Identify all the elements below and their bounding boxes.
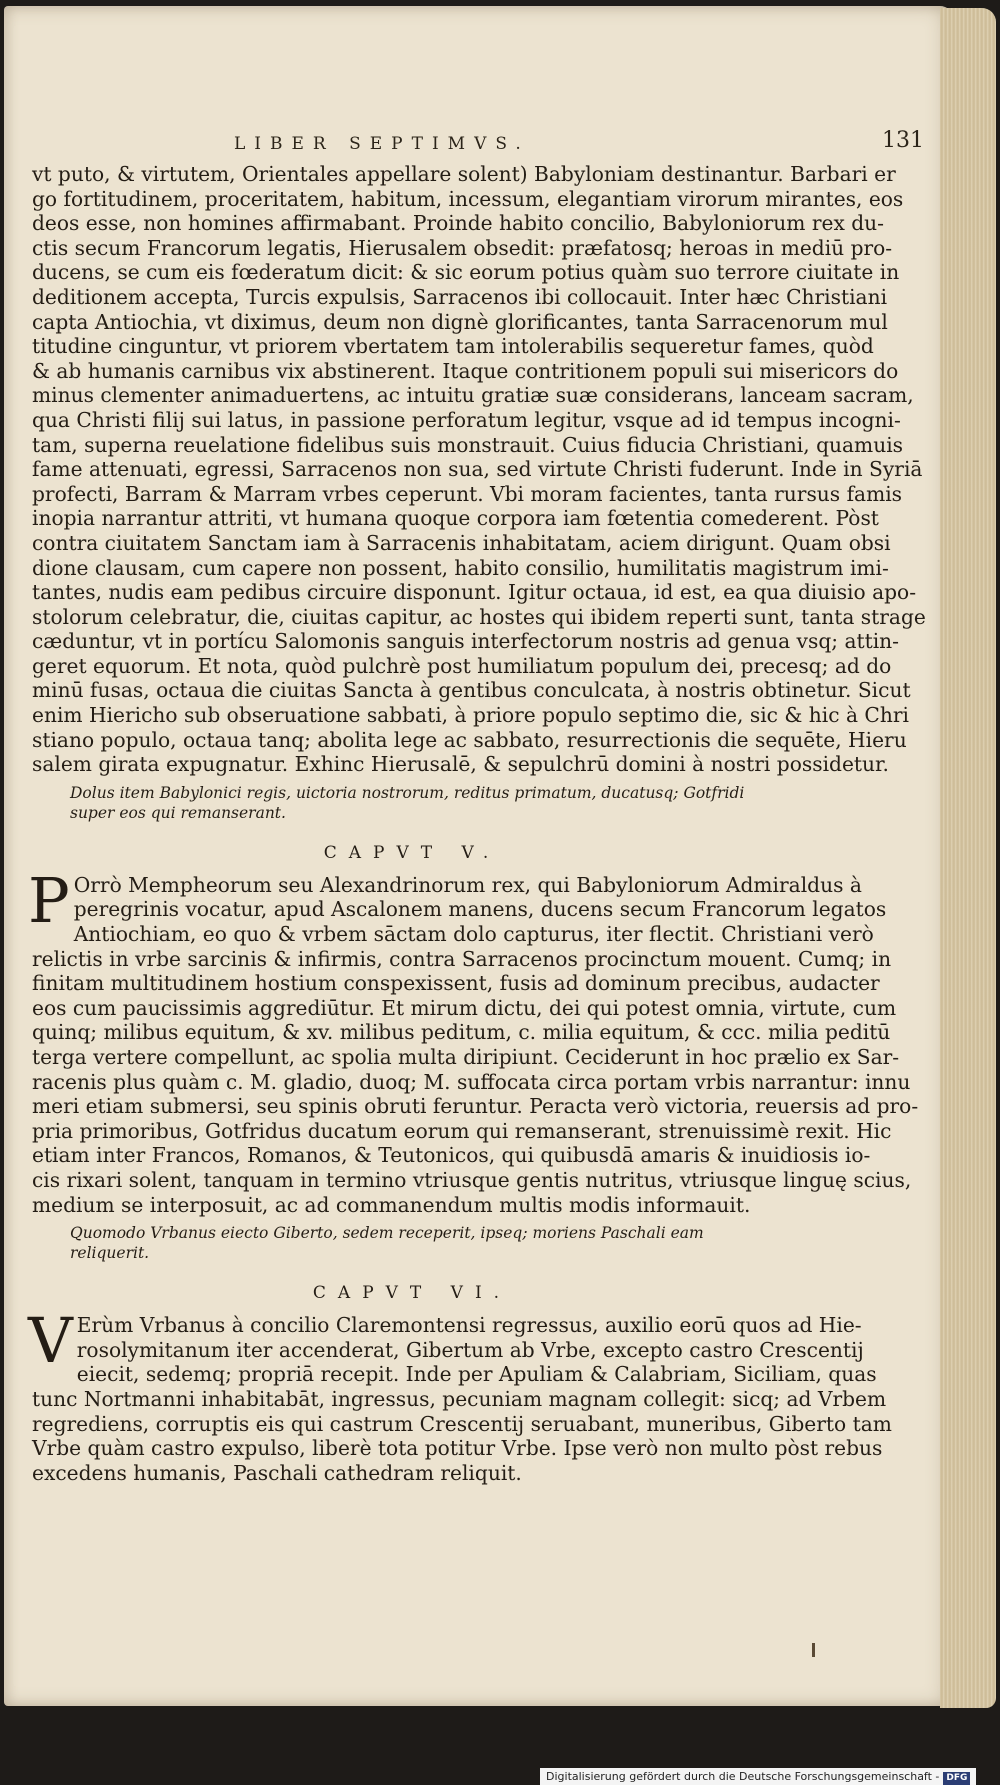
text-line: stolorum celebratur, die, ciuitas capitur, ac hostes qui ibidem reperti sunt, tanta strage [32,604,926,629]
text-line: excedens humanis, Paschali cathedram reliquit. [32,1460,522,1485]
text-line: deos esse, non homines affirmabant. Proinde habito concilio, Babyloniorum rex du- [32,211,885,236]
text-line: regrediens, corruptis eis qui castrum Crescentij seruabant, muneribus, Giberto tam [32,1411,892,1436]
text-line: cis rixari solent, tanquam in termino vtriusque gentis nutritus, vtriusque linguę scius, [32,1167,912,1192]
text-block [28,162,926,1485]
chapter-5-dropcap: P [28,863,70,937]
text-line: profecti, Barram & Marram vrbes ceperunt. Vbi moram facientes, tanta rursus famis [32,481,903,506]
text-line: eiecit, sedemq; propriā recepit. Inde per Apuliam & Calabriam, Siciliam, quas [76,1362,877,1387]
text-line: & ab humanis carnibus vix abstinerent. Itaque contritionem populi sui misericors do [32,358,899,383]
text-line: quinq; milibus equitum, & xv. milibus peditum, c. milia equitum, & ccc. milia peditū [32,1020,891,1045]
text-line: titudine cinguntur, vt priorem vbertatem tam intolerabilis sequeretur fames, quòd [32,334,874,359]
text-line: racenis plus quàm c. M. gladio, duoq; M. suffocata circa portam vrbis narrantur: innu [32,1069,911,1094]
running-title: LIBER SEPTIMVS. [234,134,530,154]
text-line: cæduntur, vt in portícu Salomonis sanguis interfectorum nostris ad genua vsq; attin- [32,629,900,654]
chapter-5-lines [32,872,919,1217]
text-line: salem girata expugnatur. Exhinc Hierusalē, & sepulchrū domini à nostri possidetur. [32,752,889,777]
text-line: enim Hiericho sub obseruatione sabbati, à priore populo septimo die, sic & hic à Chri [32,703,909,728]
text-line: capta Antiochia, vt diximus, deum non dignè glorificantes, tanta Sarracenorum mul [32,309,888,334]
text-line: minus clementer animaduertens, ac intuitu gratiæ suæ considerans, lanceam sacram, [32,383,914,408]
book-page [4,6,954,1706]
text-line: peregrinis vocatur, apud Ascalonem manens, ducens secum Francorum legatos [73,897,887,922]
text-line: go fortitudinem, proceritatem, habitum, incessum, elegantiam virorum mirantes, eos [32,186,904,211]
chapter-6-dropcap: V [28,1304,73,1378]
text-line: Antiochiam, eo quo & vrbem sāctam dolo capturus, iter flectit. Christiani verò [73,922,874,947]
text-line: contra ciuitatem Sanctam iam à Sarracenis inhabitatam, aciem dirigunt. Quam obsi [32,530,891,555]
text-line: dione clausam, cum capere non possent, habito consilio, humilitatis magistrum imi- [32,555,889,580]
digitization-credit [540,1768,976,1785]
text-line: ducens, se cum eis fœderatum dicit: & sic eorum potius quàm suo terrore ciuitate in [32,260,900,285]
text-line: pria primoribus, Gotfridus ducatum eorum qui remanserant, strenuissimè rexit. Hic [32,1118,892,1143]
text-line: Vrbe quàm castro expulso, liberè tota potitur Vrbe. Ipse verò non multo pòst rebus [32,1436,883,1461]
chapter-5-body [28,863,919,1217]
chapter-6-title: CAPVT VI. [312,1283,512,1304]
credit-text: Digitalisierung gefördert durch die Deutsche Forschungsgemeinschaft - [546,1770,940,1783]
text-line: inopia narrantur attriti, vt humana quoque corpora iam fœtentia comederent. Pòst [32,506,879,531]
text-line: relictis in vrbe sarcinis & infirmis, contra Sarracenos procinctum mouent. Cumq; in [32,946,892,971]
text-line: etiam inter Francos, Romanos, & Teutonicos, qui quibusdā amaris & inuidiosis io- [32,1143,871,1168]
text-line: geret equorum. Et nota, quòd pulchrè post humiliatum populum dei, precesq; ad do [32,653,892,678]
chapter-6-summary: Quomodo Vrbanus eiecto Giberto, sedem receperit, ipseq; moriens Paschali eam reliquerit. [70,1224,704,1263]
chapter-6-lines [32,1313,892,1485]
text-line: vt puto, & virtutem, Orientales appellare solent) Babyloniam destinantur. Barbari er [32,162,896,186]
text-line: stiano populo, octaua tanq; abolita lege ac sabbato, resurrectionis die sequēte, Hieru [32,727,907,752]
text-line: medium se interposuit, ac ad commanendum multis modis informauit. [32,1192,751,1217]
text-line: fame attenuati, egressi, Sarracenos non sua, sed virtute Christi fuderunt. Inde in Syriā [32,457,923,482]
text-line: rosolymitanum iter accenderat, Gibertum ab Vrbe, excepto castro Crescentij [76,1337,864,1362]
dfg-logo-icon: DFG [943,1772,970,1785]
text-line: tunc Nortmanni inhabitabāt, ingressus, pecuniam magnam collegit: sicq; ad Vrbem [32,1386,887,1411]
chapter-5-title: CAPVT V. [323,842,501,863]
text-line: terga vertere compellunt, ac spolia multa diripiunt. Ceciderunt in hoc prælio ex Sar- [32,1045,900,1069]
page-number: 131 [882,128,924,153]
text-line: meri etiam submersi, seu spinis obruti feruntur. Peracta verò victoria, reuersis ad pro- [32,1094,919,1119]
text-line: ctis secum Francorum legatis, Hierusalem obsedit: præfatosq; heroas in mediū pro- [32,235,893,260]
text-line: Erùm Vrbanus à concilio Claremontensi regressus, auxilio eorū quos ad Hie- [76,1313,862,1338]
chapter-5-summary: Dolus item Babylonici regis, uictoria nostrorum, reditus primatum, ducatusq; Gotfridi super eos qui remanserant. [70,783,745,822]
chapter-6-body [28,1304,892,1485]
text-line: finitam multitudinem hostium conspexissent, fusis ad dominum precibus, audacter [32,971,880,996]
section-a-text [32,162,926,777]
ink-mark [812,1643,815,1657]
text-line: deditionem accepta, Turcis expulsis, Sarracenos ibi collocauit. Inter hæc Christiani [32,284,888,309]
text-line: tam, superna reuelatione fidelibus suis monstrauit. Cuius fiducia Christiani, quamuis [32,432,904,457]
text-line: qua Christi filij sui latus, in passione perforatum legitur, vsque ad id tempus incogni- [32,407,901,432]
text-line: eos cum paucissimis aggrediūtur. Et mirum dictu, dei qui potest omnia, virtute, cum [32,995,897,1020]
text-line: Orrò Mempheorum seu Alexandrinorum rex, qui Babyloniorum Admiraldus à [73,872,862,897]
page-edges [940,8,996,1708]
text-line: tantes, nudis eam pedibus circuire disponunt. Igitur octaua, id est, ea qua diuisio apo- [32,580,917,605]
text-line: minū fusas, octaua die ciuitas Sancta à gentibus conculcata, à nostris obtinetur. Sicut [32,678,911,703]
